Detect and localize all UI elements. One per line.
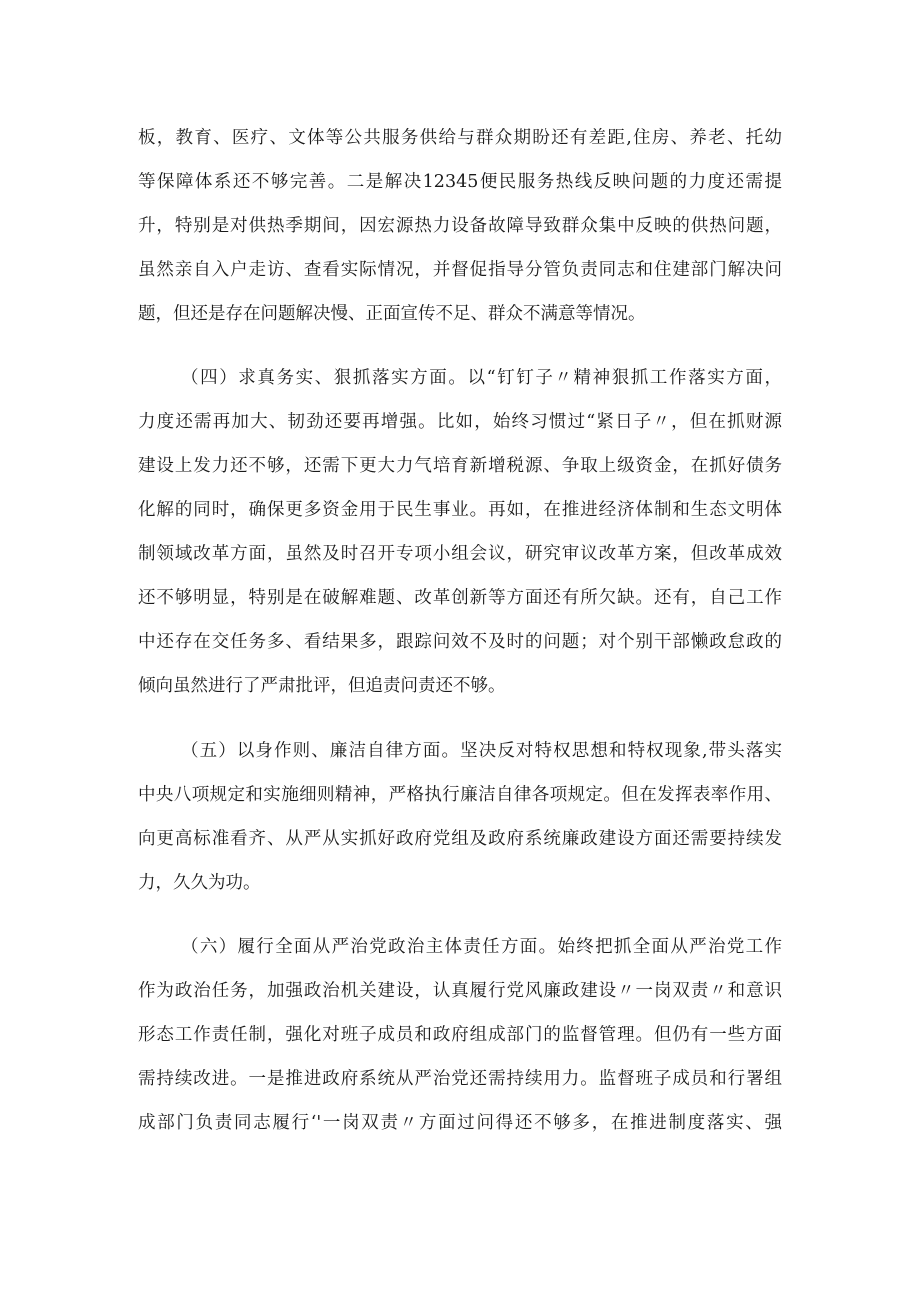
text-line: 力度还需再加大、韧劲还要再增强。比如，始终习惯过“紧日子〃，但在抓财源	[138, 412, 782, 432]
text-line: 升，特别是对供热季期间，因宏源热力设备故障导致群众集中反映的供热问题，	[138, 216, 782, 236]
text-line: 化解的同时，确保更多资金用于民生事业。再如，在推进经济体制和生态文明体	[138, 500, 782, 520]
text-line: 制领域改革方面，虽然及时召开专项小组会议，研究审议改革方案，但改革成效	[138, 544, 782, 564]
text-line: 虽然亲自入户走访、查看实际情况，并督促指导分管负责同志和住建部门解决问	[138, 260, 782, 280]
text-line: 需持续改进。一是推进政府系统从严治党还需持续用力。监督班子成员和行署组	[138, 1069, 782, 1089]
section-heading-line: （六）履行全面从严治党政治主体责任方面。始终把抓全面从严治党工作	[181, 937, 782, 957]
text-line: 中央八项规定和实施细则精神，严格执行廉洁自律各项规定。但在发挥表率作用、	[138, 785, 782, 805]
text-line: 中还存在交任务多、看结果多，跟踪问效不及时的问题；对个别干部懒政怠政的	[138, 632, 782, 652]
text-line: 倾向虽然进行了严肃批评，但追责问责还不够。	[138, 676, 506, 696]
text-line: 题，但还是存在问题解决慢、正面宣传不足、群众不满意等情况。	[138, 304, 646, 324]
section-heading-line: （四）求真务实、狠抓落实方面。以“钉钉子〃精神狠抓工作落实方面，	[181, 368, 782, 388]
text-line: 形态工作责任制，强化对班子成员和政府组成部门的监督管理。但仍有一些方面	[138, 1025, 782, 1045]
text-line: 等保障体系还不够完善。二是解决12345便民服务热线反映问题的力度还需提	[138, 172, 782, 192]
text-line: 作为政治任务，加强政治机关建设，认真履行党风廉政建设〃一岗双责〃和意识	[138, 981, 782, 1001]
text-line: 建设上发力还不够，还需下更大力气培育新增税源、争取上级资金，在抓好债务	[138, 456, 782, 476]
text-line: 板，教育、医疗、文体等公共服务供给与群众期盼还有差距,住房、养老、托幼	[138, 128, 782, 148]
text-line: 力，久久为功。	[138, 873, 261, 893]
section-heading-line: （五）以身作则、廉洁自律方面。坚决反对特权思想和特权现象,带头落实	[181, 741, 782, 761]
text-line: 向更高标准看齐、从严从实抓好政府党组及政府系统廉政建设方面还需要持续发	[138, 829, 782, 849]
text-line: 还不够明显，特别是在破解难题、改革创新等方面还有所欠缺。还有，自己工作	[138, 588, 782, 608]
text-line: 成部门负责同志履行‘'一岗双责〃方面过问得还不够多，在推进制度落实、强	[138, 1113, 782, 1133]
